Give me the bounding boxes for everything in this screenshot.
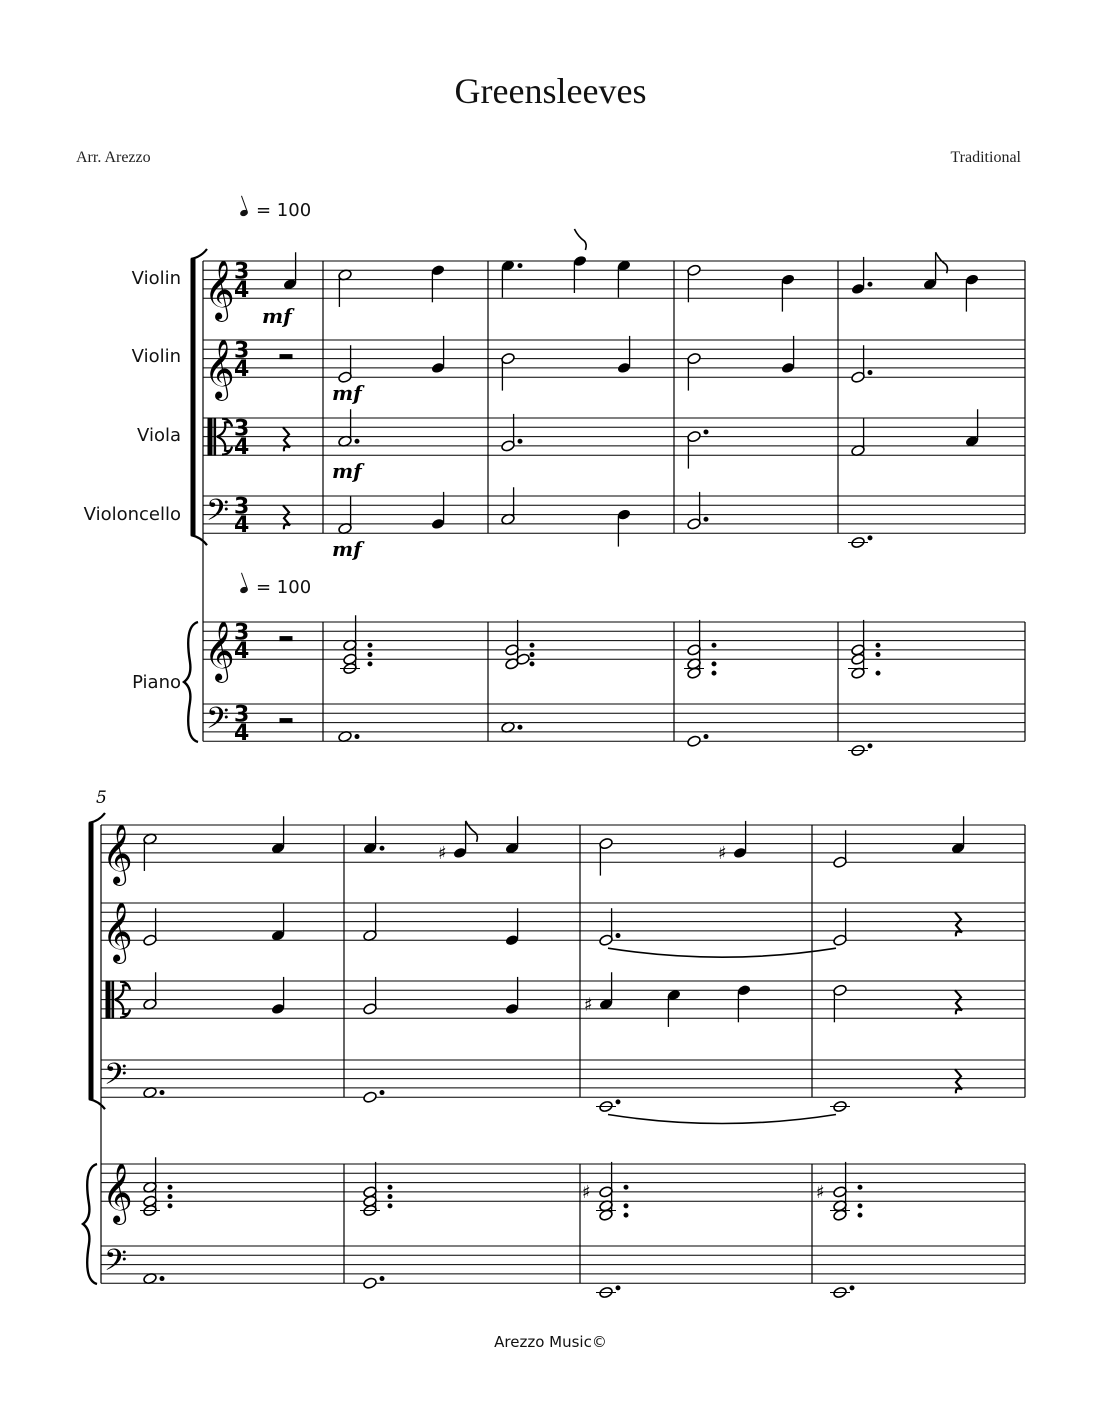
strings-bracket [191, 535, 207, 545]
augmentation-dot [368, 662, 372, 666]
bass-clef-icon: 𝄢 [104, 1057, 128, 1099]
augmentation-dot [624, 1213, 628, 1217]
augmentation-dot [850, 1286, 854, 1290]
augmentation-dot [168, 1185, 172, 1189]
augmentation-dot [858, 1213, 862, 1217]
arranger-credit: Arr. Arezzo [76, 149, 151, 166]
half-rest [280, 355, 292, 359]
strings-bracket [89, 823, 93, 1099]
sharp-accidental: ♯ [582, 1181, 591, 1203]
augmentation-dot [876, 643, 880, 647]
augmentation-dot [868, 744, 872, 748]
augmentation-dot [518, 264, 522, 268]
half-note [363, 1091, 378, 1104]
augmentation-dot [160, 1277, 164, 1281]
time-signature-numerator: 3 [234, 494, 250, 520]
instrument-label-violin-1: Violin [131, 268, 181, 289]
augmentation-dot [712, 662, 716, 666]
augmentation-dot [616, 934, 620, 938]
augmentation-dot [380, 1091, 384, 1095]
augmentation-dot [704, 735, 708, 739]
dynamic-marking: mf [332, 381, 362, 405]
instrument-label-violin-2: Violin [131, 346, 181, 367]
alto-clef-icon [214, 418, 216, 455]
tempo-value: = 100 [256, 200, 312, 221]
augmentation-dot [388, 1204, 392, 1208]
score-title: Greensleeves [454, 71, 647, 111]
augmentation-dot [858, 1185, 862, 1189]
quarter-rest [955, 1069, 962, 1093]
time-signature-numerator: 3 [234, 259, 250, 285]
dynamic-marking: mf [332, 537, 362, 561]
augmentation-dot [530, 643, 534, 647]
measure-number-5: 5 [96, 788, 107, 808]
augmentation-dot [355, 439, 359, 443]
half-rest [280, 719, 292, 723]
augmentation-dot [380, 1277, 384, 1281]
quarter-rest [283, 505, 290, 529]
alto-clef-icon [208, 418, 212, 455]
quarter-rest [955, 912, 962, 936]
augmentation-dot [518, 439, 522, 443]
quarter-rest [283, 427, 290, 451]
copyright-footer: Arezzo Music© [494, 1333, 607, 1351]
augmentation-dot [368, 653, 372, 657]
augmentation-dot [858, 1204, 862, 1208]
sharp-accidental: ♯ [438, 842, 447, 864]
eighth-flag [574, 229, 586, 250]
treble-clef-icon: 𝄞 [102, 824, 133, 885]
quarter-rest [955, 990, 962, 1014]
augmentation-dot [876, 671, 880, 675]
strings-bracket [191, 259, 195, 535]
treble-clef-icon: 𝄞 [204, 621, 235, 682]
bass-clef-icon: 𝄢 [206, 493, 230, 535]
augmentation-dot [355, 735, 359, 739]
instrument-label-violoncello: Violoncello [83, 504, 181, 525]
time-signature-numerator: 3 [234, 702, 250, 728]
augmentation-dot [530, 653, 534, 657]
bass-clef-icon: 𝄢 [206, 701, 230, 743]
treble-clef-icon: 𝄞 [102, 902, 133, 963]
bass-clef-icon: 𝄢 [104, 1243, 128, 1285]
eighth-flag [466, 821, 478, 842]
augmentation-dot [616, 1286, 620, 1290]
augmentation-dot [876, 653, 880, 657]
tie [608, 1115, 836, 1124]
augmentation-dot [388, 1185, 392, 1189]
augmentation-dot [160, 1091, 164, 1095]
augmentation-dot [704, 430, 708, 434]
treble-clef-icon: 𝄞 [204, 339, 235, 400]
alto-clef-icon [112, 981, 114, 1018]
augmentation-dot [624, 1185, 628, 1189]
composer-credit: Traditional [950, 149, 1021, 166]
dynamic-marking: mf [262, 304, 292, 328]
tempo-value: = 100 [256, 577, 312, 598]
strings-bracket [191, 249, 207, 259]
strings-bracket [89, 1099, 105, 1109]
augmentation-dot [712, 643, 716, 647]
time-signature-numerator: 3 [234, 416, 250, 442]
augmentation-dot [868, 371, 872, 375]
time-signature-denominator: 4 [234, 278, 250, 304]
dynamic-marking: mf [332, 459, 362, 483]
instrument-label-viola: Viola [137, 425, 181, 446]
augmentation-dot [368, 643, 372, 647]
time-signature-denominator: 4 [234, 513, 250, 539]
time-signature-denominator: 4 [234, 357, 250, 383]
alto-clef-icon [106, 981, 110, 1018]
half-rest [280, 637, 292, 641]
time-signature-denominator: 4 [234, 721, 250, 747]
treble-clef-icon: 𝄞 [204, 260, 235, 321]
augmentation-dot [518, 725, 522, 729]
sharp-accidental: ♯ [816, 1181, 825, 1203]
sharp-accidental: ♯ [584, 994, 593, 1016]
augmentation-dot [168, 1204, 172, 1208]
tie [608, 948, 836, 957]
instrument-label-piano: Piano [132, 672, 181, 693]
strings-bracket [89, 813, 105, 823]
augmentation-dot [868, 282, 872, 286]
half-note [363, 1277, 378, 1290]
time-signature-denominator: 4 [234, 435, 250, 461]
augmentation-dot [868, 536, 872, 540]
time-signature-numerator: 3 [234, 620, 250, 646]
treble-clef-icon: 𝄞 [102, 1163, 133, 1224]
augmentation-dot [624, 1204, 628, 1208]
time-signature-numerator: 3 [234, 338, 250, 364]
augmentation-dot [712, 671, 716, 675]
sharp-accidental: ♯ [718, 842, 727, 864]
time-signature-denominator: 4 [234, 639, 250, 665]
augmentation-dot [530, 662, 534, 666]
half-note [687, 735, 702, 748]
augmentation-dot [616, 1100, 620, 1104]
augmentation-dot [380, 846, 384, 850]
augmentation-dot [704, 517, 708, 521]
piano-brace [83, 1164, 97, 1284]
piano-brace [184, 622, 198, 742]
augmentation-dot [388, 1195, 392, 1199]
augmentation-dot [168, 1195, 172, 1199]
